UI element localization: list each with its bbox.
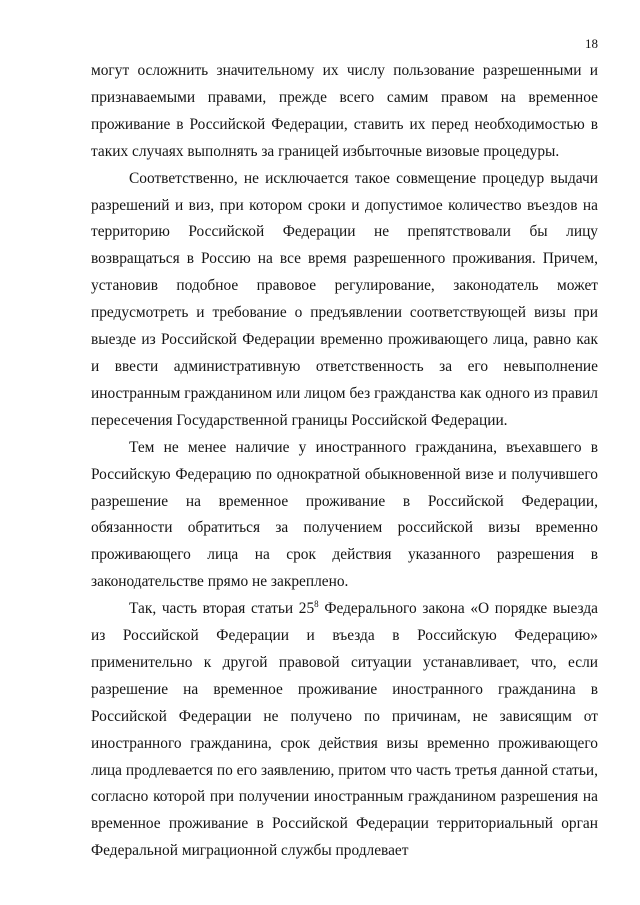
page-number: 18 xyxy=(585,36,598,51)
paragraph-1: могут осложнить значительному их числу пользование разрешенными и признаваемыми правами, прежде всего самим правом на временное проживание в Российской Федерации, ставить их перед необходимостью в таких случаях выполнять за границей избыточные визовые процедуры. xyxy=(91,62,598,160)
body-text xyxy=(91,58,598,865)
paragraph-3: Тем не менее наличие у иностранного гражданина, въехавшего в Российскую Федерацию по однократной обыкновенной визе и получившего разрешение на временное проживание в Российской Федерации, обязанности обратиться за получением российской визы временно проживающего лица на срок действия указанного разрешения в законодательстве прямо не закреплено. xyxy=(91,438,598,591)
paragraph-2: Соответственно, не исключается такое совмещение процедур выдачи разрешений и виз, при котором сроки и допустимое количество въездов на территорию Российской Федерации не препятствовали бы лицу возвращаться в Россию на все время разрешенного проживания. Причем, установив подобное правовое регулирование, законодатель может предусмотреть и требование о предъявлении соответствующей визы при выезде из Российской Федерации временно проживающего лица, равно как и ввести административную ответственность за его невыполнение иностранным гражданином или лицом без гражданства как одного из правил пересечения Государственной границы Российской Федерации. xyxy=(91,169,598,429)
paragraph-4-text-rest: Федерального закона «О порядке выезда из Российской Федерации и въезда в Российскую Федерацию» применительно к другой правовой ситуации устанавливает, что, если разрешение на временное проживание иностранного гражданина в Российской Федерации не получено по причинам, не зависящим от иностранного гражданина, срок действия визы временно проживающего лица продлевается по его заявлению, притом что часть третья данной статьи, согласно которой при получении иностранным гражданином разрешения на временное проживание в Российской Федерации территориальный орган Федеральной миграционной службы продлевает xyxy=(91,600,598,860)
paragraph-4 xyxy=(91,596,598,865)
article-number-superscript: 8 xyxy=(314,599,319,610)
paragraph-4-text-start: Так, часть вторая статьи 25 xyxy=(129,600,315,618)
